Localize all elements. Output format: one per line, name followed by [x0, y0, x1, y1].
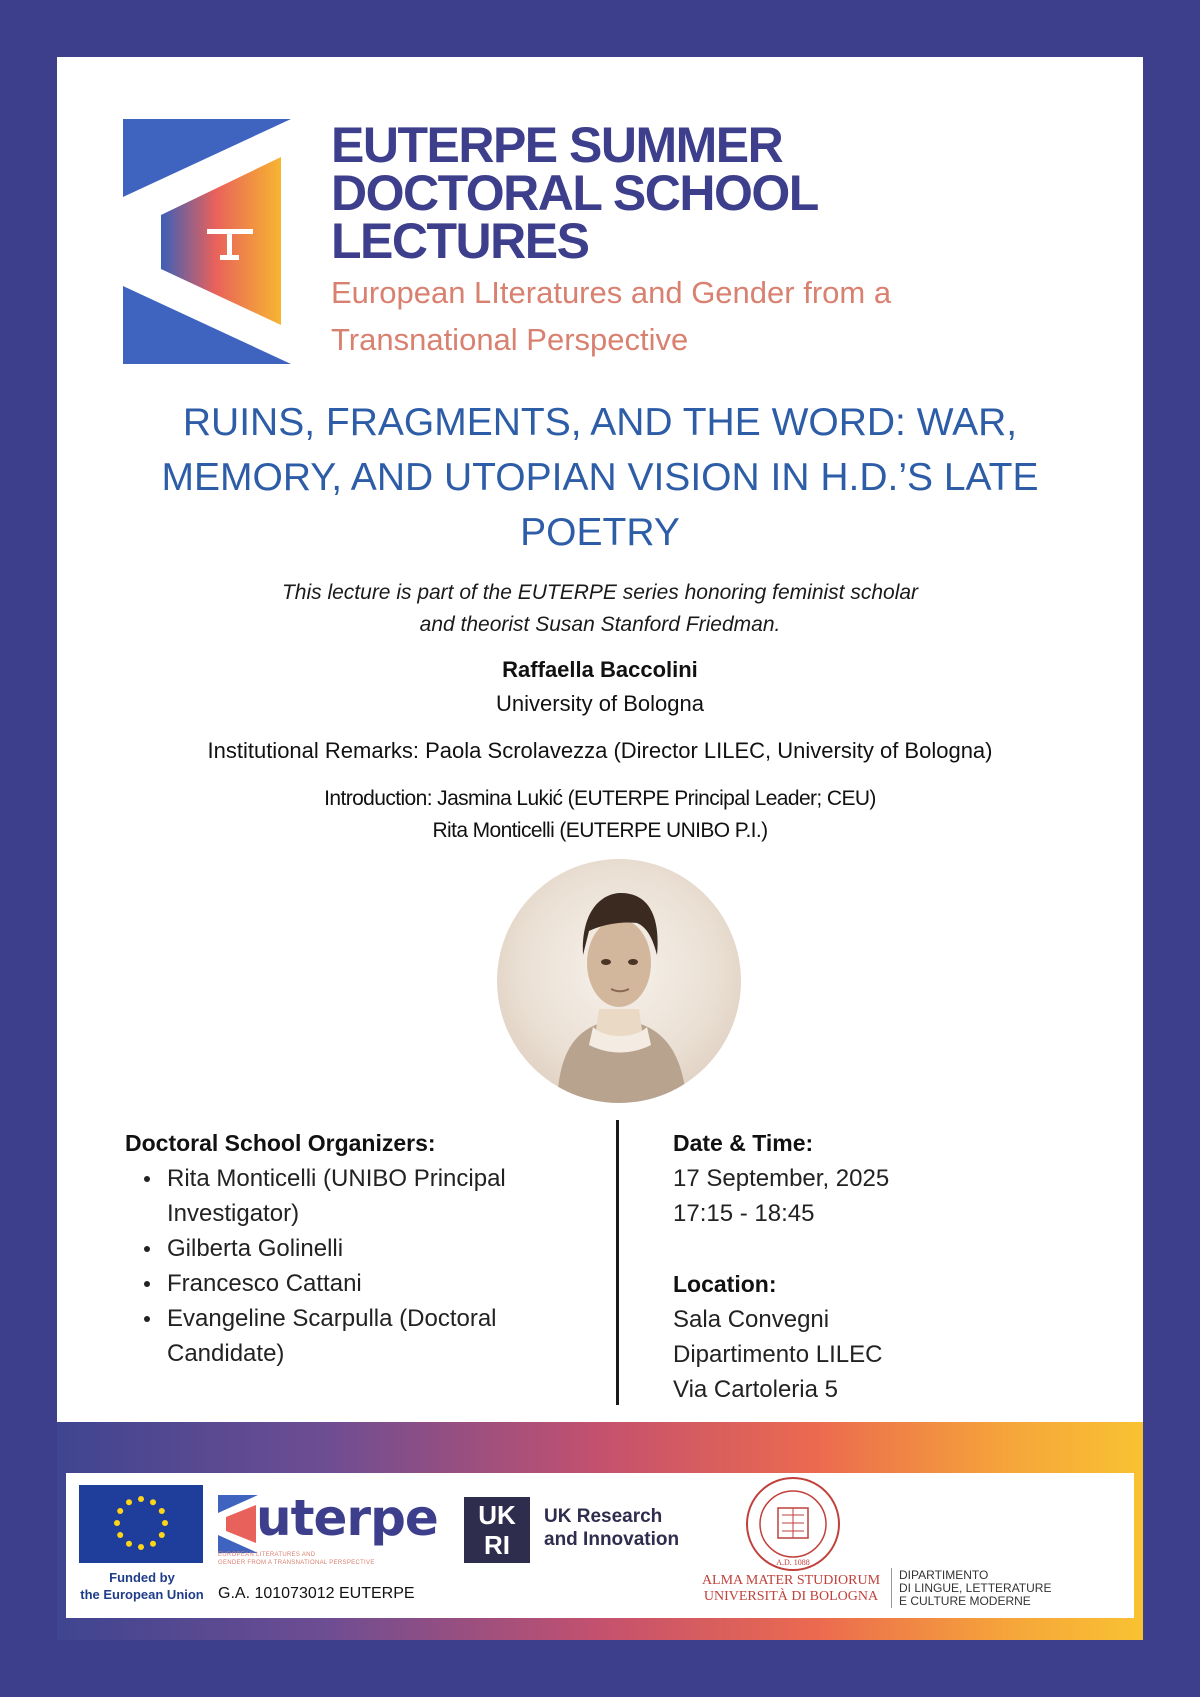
unibo-line-2: UNIVERSITÀ DI BOLOGNA: [703, 1589, 879, 1604]
ukri-label-line-1: UK Research: [544, 1506, 663, 1527]
date-heading: Date & Time:: [673, 1130, 814, 1156]
column-divider: [616, 1120, 619, 1405]
lecture-title: [117, 395, 1083, 560]
location-heading: Location:: [673, 1271, 777, 1297]
unibo-logo: [696, 1473, 896, 1618]
ukri-label: [544, 1505, 679, 1551]
ukri-box-line-2: RI: [484, 1530, 510, 1560]
department-name: [899, 1569, 1051, 1608]
title-line-3: LECTURES: [331, 213, 589, 269]
organizers-list: [125, 1161, 595, 1371]
eu-funded-line-2: the European Union: [80, 1587, 204, 1602]
portrait-illustration: [497, 859, 741, 1103]
unibo-name: [696, 1573, 886, 1605]
footer-logos: [66, 1473, 1134, 1618]
ukri-box: [464, 1497, 530, 1563]
speaker-name: Raffaella Baccolini: [502, 657, 698, 682]
svg-text:A.D. 1088: A.D. 1088: [776, 1558, 810, 1567]
euterpe-logo-subtitle: [218, 1551, 448, 1567]
location-line-1: Sala Convegni: [673, 1306, 830, 1333]
eu-funded-label: [66, 1569, 218, 1603]
ukri-box-line-1: UK: [478, 1500, 516, 1530]
introduction-line-2: Rita Monticelli (EUTERPE UNIBO P.I.): [432, 819, 768, 842]
organizer-item: Francesco Cattani: [125, 1266, 595, 1301]
subtitle-line-1: European LIteratures and Gender from a: [331, 275, 892, 310]
euterpe-logo-mark-small: [218, 1495, 258, 1553]
series-note-line-1: This lecture is part of the EUTERPE series honoring feminist scholar: [281, 581, 919, 604]
eu-flag-icon: [79, 1485, 203, 1563]
organizer-item: Rita Monticelli (UNIBO Principal Investigator): [125, 1161, 595, 1231]
lecture-title-line-2: MEMORY, AND UTOPIAN VISION IN H.D.’S LATE: [161, 456, 1039, 499]
lecture-title-line-3: POETRY: [520, 511, 680, 554]
eu-funded-line-1: Funded by: [109, 1570, 175, 1585]
portrait-photo: [497, 859, 741, 1103]
organizers-section: [125, 1125, 595, 1371]
grant-agreement: G.A. 101073012 EUTERPE: [218, 1585, 415, 1602]
euterpe-logo-word: uterpe: [256, 1489, 438, 1547]
header-title-block: [331, 117, 1111, 363]
euterpe-logo-sub-line-2: GENDER FROM A TRANSNATIONAL PERSPECTIVE: [218, 1560, 375, 1566]
department-line-3: E CULTURE MODERNE: [899, 1594, 1031, 1608]
event-time: 17:15 - 18:45: [673, 1200, 815, 1227]
speaker-affiliation: University of Bologna: [496, 691, 704, 716]
organizer-item: Evangeline Scarpulla (Doctoral Candidate): [125, 1301, 595, 1371]
department-line-1: DIPARTIMENTO: [899, 1568, 989, 1582]
lecture-title-line-1: RUINS, FRAGMENTS, AND THE WORD: WAR,: [182, 401, 1018, 444]
ukri-label-line-2: and Innovation: [544, 1529, 680, 1550]
event-date: 17 September, 2025: [673, 1165, 890, 1192]
title-line-2: DOCTORAL SCHOOL: [331, 165, 818, 221]
series-note-line-2: and theorist Susan Stanford Friedman.: [419, 613, 781, 636]
euterpe-logo-mark: [123, 119, 291, 364]
organizers-heading: Doctoral School Organizers:: [125, 1130, 436, 1156]
series-note: [117, 577, 1083, 641]
organizer-item: Gilberta Golinelli: [125, 1231, 595, 1266]
introduction: [57, 783, 1143, 847]
unibo-seal-icon: [738, 1475, 848, 1573]
event-details: [673, 1125, 1093, 1407]
location-line-2: Dipartimento LILEC: [673, 1341, 883, 1368]
location-line-3: Via Cartoleria 5: [673, 1376, 838, 1403]
introduction-line-1: Introduction: Jasmina Lukić (EUTERPE Principal Leader; CEU): [324, 787, 876, 810]
ukri-logo: [464, 1497, 704, 1563]
title-line-1: EUTERPE SUMMER: [331, 117, 783, 173]
euterpe-logo: [218, 1489, 448, 1569]
department-line-2: DI LINGUE, LETTERATURE: [899, 1581, 1052, 1595]
poster-page: [57, 57, 1143, 1640]
footer-band: [57, 1422, 1143, 1640]
department-separator: [891, 1568, 892, 1608]
unibo-line-1: ALMA MATER STUDIORUM: [701, 1573, 881, 1588]
euterpe-logo-sub-line-1: EUROPEAN LITERATURES AND: [218, 1552, 316, 1558]
institutional-remarks: Institutional Remarks: Paola Scrolavezza (Director LILEC, University of Bologna): [207, 738, 993, 763]
subtitle-line-2: Transnational Perspective: [331, 322, 689, 357]
